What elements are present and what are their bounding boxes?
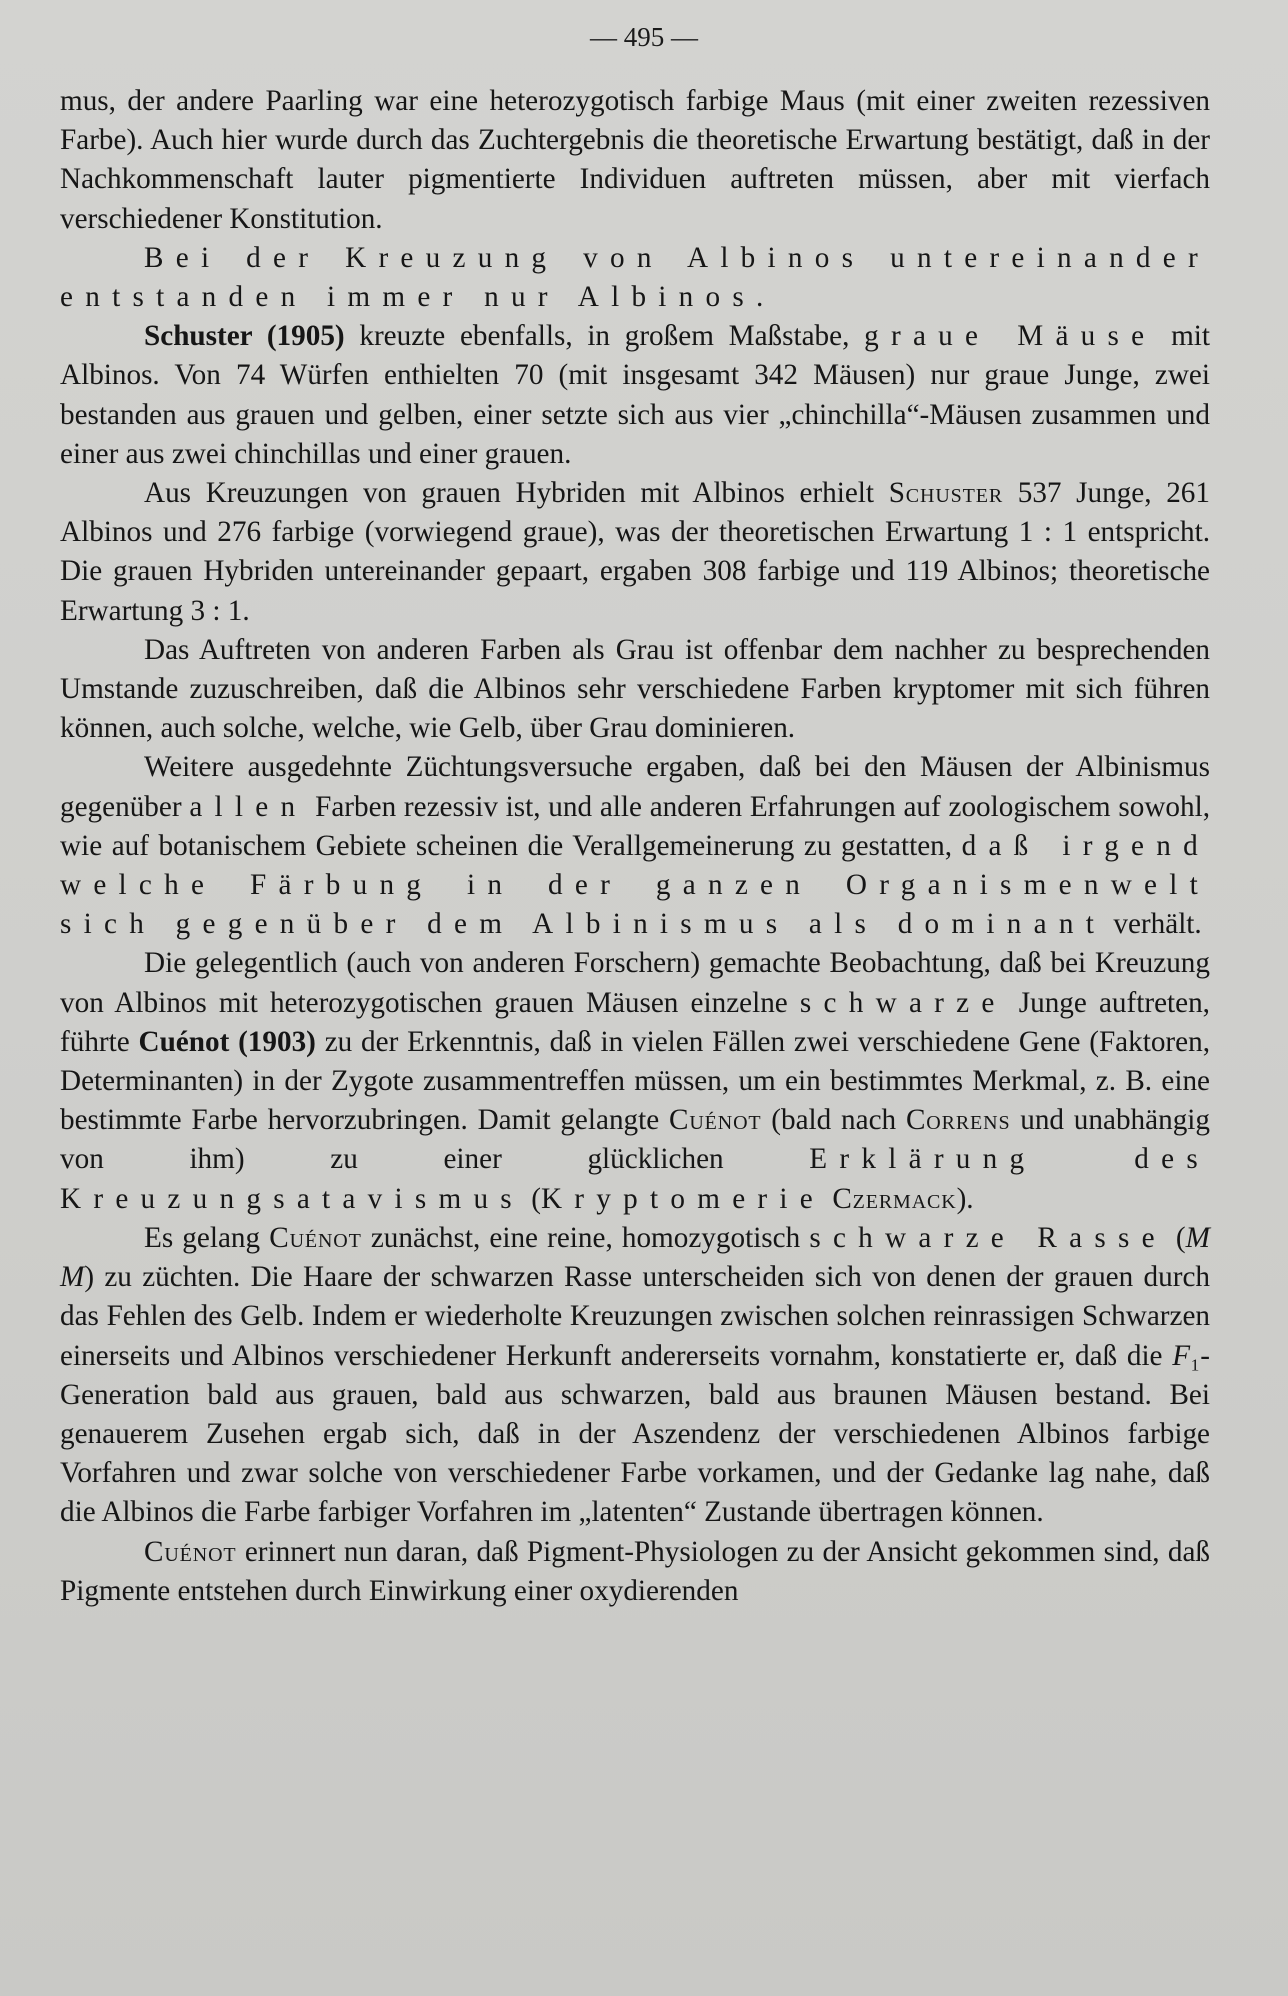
text-run: Cuénot: [269, 1221, 362, 1254]
text-run: Farben rezessiv ist, und alle anderen Erfahrungen auf zoologischem sowohl, wie auf botanischem Gebiete scheinen die Verallgemeinerung zu gestatten,: [60, 790, 1210, 862]
paragraph-p4: [60, 474, 1210, 631]
text-run: mus, der andere Paarling war eine heterozygotisch farbige Maus (mit einer zweiten rezessiven Farbe). Auch hier wurde durch das Zuchtergebnis die theoretische Erwartung bestätigt, daß in der Nachkommenschaft lauter pigmentierte Individuen auftreten müssen, aber mit vierfach verschiedener Konstitution.: [60, 85, 1210, 235]
text-run: Czermack: [832, 1182, 957, 1215]
page-number: — 495 —: [590, 22, 698, 52]
text-run: ) zu züchten. Die Haare der schwarzen Rasse unterscheiden sich von denen der grauen durch das Fehlen des Gelb. Indem er wiederholte Kreuzungen zwischen solchen reinrassigen Schwarzen einerseits und Albinos verschiedener Herkunft andererseits vornahm, konstatierte er, daß die: [60, 1261, 1210, 1372]
text-run: (: [523, 1182, 541, 1215]
text-run: Cuénot: [669, 1104, 762, 1137]
text-run: schwarze: [799, 986, 1007, 1019]
text-run: Die gelegentlich (auch von anderen Forschern) gemachte Beobachtung, daß bei Kreuzung von Albinos mit heterozygotischen grauen Mäusen einzelne: [60, 947, 1210, 1019]
text-run: Weitere ausgedehnte Züchtungsversuche ergaben, daß bei den Mäusen der Albinismus gegenüber: [60, 751, 1210, 823]
text-run: zunächst, eine reine, homozygotisch: [361, 1221, 810, 1254]
paragraph-p9: [60, 1533, 1210, 1611]
text-run: allen: [189, 790, 308, 823]
text-run: Schuster (1905): [144, 320, 345, 353]
paragraph-p6: [60, 748, 1210, 944]
text-run: daß irgend welche Färbung in der ganzen Organismenwelt sich gegenüber dem Albinismus als dominant: [60, 829, 1210, 941]
text-run: Cuénot (1903): [138, 1025, 316, 1058]
text-run: ).: [956, 1182, 974, 1215]
text-run: (: [1166, 1221, 1186, 1254]
text-run: erinnert nun daran, daß Pigment-Physiologen zu der Ansicht gekommen sind, daß Pigmente entstehen durch Einwirkung einer oxydierenden: [60, 1535, 1210, 1607]
text-run: -Generation bald aus grauen, bald aus schwarzen, bald aus braunen Mäusen bestand. Bei genauerem Zusehen ergab sich, daß in der Aszendenz der verschiedenen Albinos farbige Vorfahren und zwar solche von verschiedener Farbe vorkamen, und der Gedanke lag nahe, daß die Albinos die Farbe farbiger Vorfahren im „latenten“ Zustande übertragen können.: [60, 1339, 1210, 1529]
text-run: verhält.: [1106, 908, 1202, 941]
text-run: Es gelang: [144, 1221, 270, 1254]
text-run: graue Mäuse: [864, 320, 1157, 353]
paragraph-p3: [60, 317, 1210, 474]
text-run: Correns: [905, 1104, 1011, 1137]
text-run: zu der Erkenntnis, daß in vielen Fällen zwei verschiedene Gene (Faktoren, Determinanten) in der Zygote zusammentreffen müssen, um ein bestimmtes Merkmal, z. B. eine bestimmte Farbe hervorzubringen. Damit gelangte: [60, 1025, 1210, 1137]
paragraph-p7: [60, 944, 1210, 1218]
text-run: und unabhängig von ihm) zu einer glücklichen: [60, 1104, 1210, 1176]
paragraph-p5: [60, 631, 1210, 749]
text-run: Bei der Kreuzung von Albinos untereinander entstanden immer nur Albinos: [60, 241, 1210, 314]
text-run: F: [1172, 1339, 1191, 1372]
text-run: Das Auftreten von anderen Farben als Grau ist offenbar dem nachher zu besprechenden Umstande zuzuschreiben, daß die Albinos sehr verschiedene Farben kryptomer mit sich führen können, auch solche, welche, wie Gelb, über Grau dominieren.: [60, 633, 1210, 745]
text-run: ₁: [1190, 1339, 1201, 1372]
paragraph-p1: [60, 82, 1210, 239]
text-run: 537 Junge, 261 Albinos und 276 farbige (vorwiegend graue), was der theoretischen Erwartung 1 : 1 entspricht. Die grauen Hybriden untereinander gepaart, ergaben 308 farbige und 119 Albinos; theoretische Erwartung 3 : 1.: [60, 477, 1210, 627]
paragraph-p8: [60, 1219, 1210, 1533]
text-run: M M: [60, 1221, 1210, 1294]
text-run: schwarze Rasse: [809, 1221, 1167, 1254]
text-run: Kryptomerie: [540, 1182, 826, 1215]
paragraph-p2: [60, 239, 1210, 317]
text-run: .: [756, 281, 764, 314]
text-run: (bald nach: [761, 1104, 906, 1137]
text-run: Erklärung des Kreuzungsatavismus: [60, 1143, 1211, 1215]
body-text: [60, 82, 1210, 1611]
text-run: Schuster: [888, 477, 1004, 510]
text-run: mit Albinos. Von 74 Würfen enthielten 70 (mit insgesamt 342 Mäusen) nur graue Junge, zwei bestanden aus grauen und gelben, einer setzte sich aus vier „chinchilla“-Mäusen zusammen und einer aus zwei chinchillas und einer grauen.: [60, 320, 1210, 470]
text-run: kreuzte ebenfalls, in großem Maßstabe,: [344, 320, 865, 353]
text-run: Aus Kreuzungen von grauen Hybriden mit Albinos erhielt: [144, 477, 889, 510]
text-run: Cuénot: [144, 1535, 237, 1568]
text-run: Junge auftreten, führte: [60, 986, 1210, 1058]
